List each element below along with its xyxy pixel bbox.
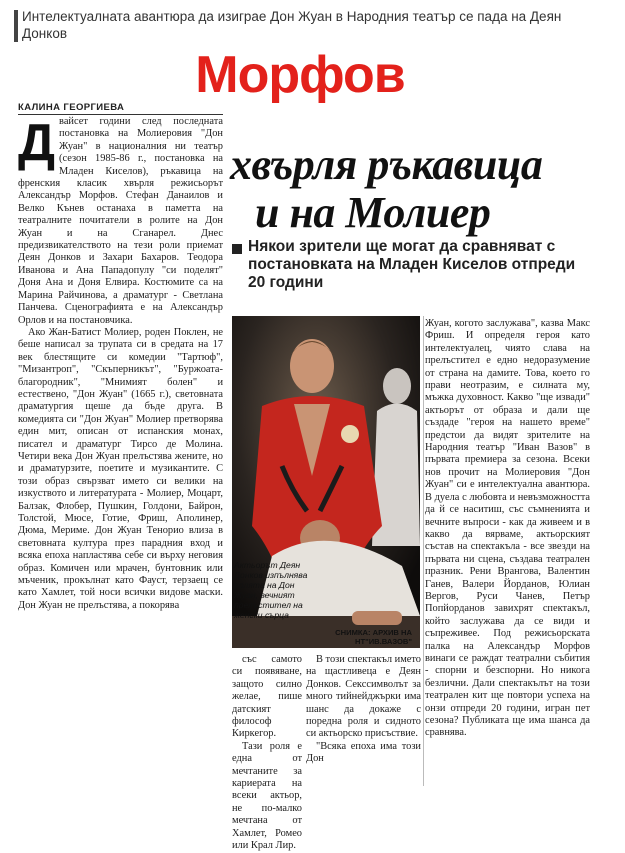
kicker-text: Интелектуалната авантюра да изиграе Дон Жуан в Народния театър се пада на Деян Донков [22, 9, 562, 41]
paragraph: В този спектакъл името на щастливеца е Деян Донков. Секссимволът за много тийнейджърки има шанс да докаже с поредна роля и сидното си актьорско присъствие. [306, 654, 421, 740]
author-name: КАЛИНА ГЕОРГИЕВА [18, 102, 125, 113]
paragraph: Тази роля е една от мечтаните за кариерата на всеки актьор, не по-малко мечтана от Хамлет, Ромео или Крал Лир. [232, 740, 302, 852]
paragraph [18, 116, 223, 327]
subhead-bullet [232, 244, 242, 254]
headline-line-2: хвърля ръкавица [230, 140, 543, 189]
kicker-bar [14, 10, 18, 42]
paragraph: "Всяка епоха има този Дон [306, 740, 421, 765]
paragraph-text: вайсет години след последната постановка на Молиеровия "Дон Жуан" в националния ни театър (сезон 1985-86 г., постановка на Младен Киселов), ръкавица на френския класик хвърля режисьорът Александър Морфов. Стефан Данаилов и Велко Кънев останаха в паметта на театралните почитатели в ролите на Дон Жуан и на Сганарел. Днес предизвикателството на тези роли приемат Деян Донков и Захари Бахаров. Теодора Иванова и Ана Пападопулу "си поделят" Доня Ана и Доня Елвира. Костюмите са на Марина Райчинова, а драматург - Светлана Панчева. Сценографията е на Александър Орлов и на постановчика. [18, 116, 223, 326]
column-right [425, 318, 590, 740]
photo-caption: Актьорът Деян Донков изпълнява ролята на Дон Жуан, вечният прелъстител на женски сърца [234, 560, 308, 620]
column-middle-1 [232, 654, 302, 853]
column-left [18, 116, 223, 612]
headline-main: Морфов [195, 46, 405, 104]
subhead: Някои зрители ще могат да сравняват с постановката на Младен Киселов отпреди 20 години [248, 238, 576, 291]
column-divider [423, 316, 424, 786]
paragraph: със самото си появяване, защото силно желае, пише датският философ Киркегор. [232, 654, 302, 740]
headline-line-3: и на Молиер [255, 188, 491, 237]
photo-credit: СНИМКА: АРХИВ НА НТ"ИВ.ВАЗОВ" [335, 628, 412, 646]
paragraph: Ако Жан-Батист Молиер, роден Поклен, не беше написал за трупата си в средата на 17 век блестящите си комедии "Тартюф", "Мизантроп", "Скъперникът", "Буржоата-благородник", "Мнимият болен" и естествено, "Дон Жуан" (1665 г.), световната драматургия щеше да бъде друга. В комедията си "Дон Жуан" Молиер претворява един мит, описан от испанския монах, писател и драматург Тирсо де Молина. Четири века Дон Жуан прелъстява жените, но и драматурзите, поетите и музикантите. С този образ свързват името си велики на изкуството и литературата - Молиер, Моцарт, Балзак, Флобер, Пушкин, Голдони, Байрон, Толстой, Мюсе, Готие, Фриш, Аполинер, Дюма, Мериме. Дон Жуан Тенорио влиза в световната култура през парадния вход и всяка епоха напластява себе си върху неговия образ. Комичен или мрачен, бунтовник или мъченик, прокълнат като Фауст, терзаещ се като Хамлет, той носи всички видове маски. Дон Жуан не прелъстява, а покорява [18, 326, 223, 611]
paragraph: Жуан, когото заслужава", казва Макс Фриш. И определя героя като интелектуалец, чиято слава на прелъстител е едно недоразумение от страна на дамите. Това, което го прави неотразим, е силната му, мъжка духовност. Какво "ще извади" актьорът от образа и дали ще създаде "героя на нашето време" предстои да видят зрителите на Народния театър "Иван Вазов" в първата премиера за сезона. Всеки нов прочит на Молиеровия "Дон Жуан" си е интелектуална авантюра. В дуела с любовта и невъзможността да й се наситиш, със съмненията и вечните въпроси - как да живеем и в какво да вярваме, актьорският състав на спектакъла - все звезди на първата ни сцена, създава театрален празник. Рени Врангова, Валентин Ганев, Валери Йорданов, Юлиан Вергов, Руси Чанев, Петър Попйорданов завихрят спектакъл, който заслужава да се види и съпреживее. Под режисьорската палка на Александър Морфов винаги се раждат театрални събития - спорни и безспорни. Но никога безлични. Дали спектакълът на този театрален кит ще повтори успеха на онзи отпреди 20 години, игран пет сезона? Публиката ще има шанса да сравнява. [425, 318, 590, 739]
column-middle-2 [306, 654, 421, 766]
dropcap: Д [18, 114, 56, 172]
